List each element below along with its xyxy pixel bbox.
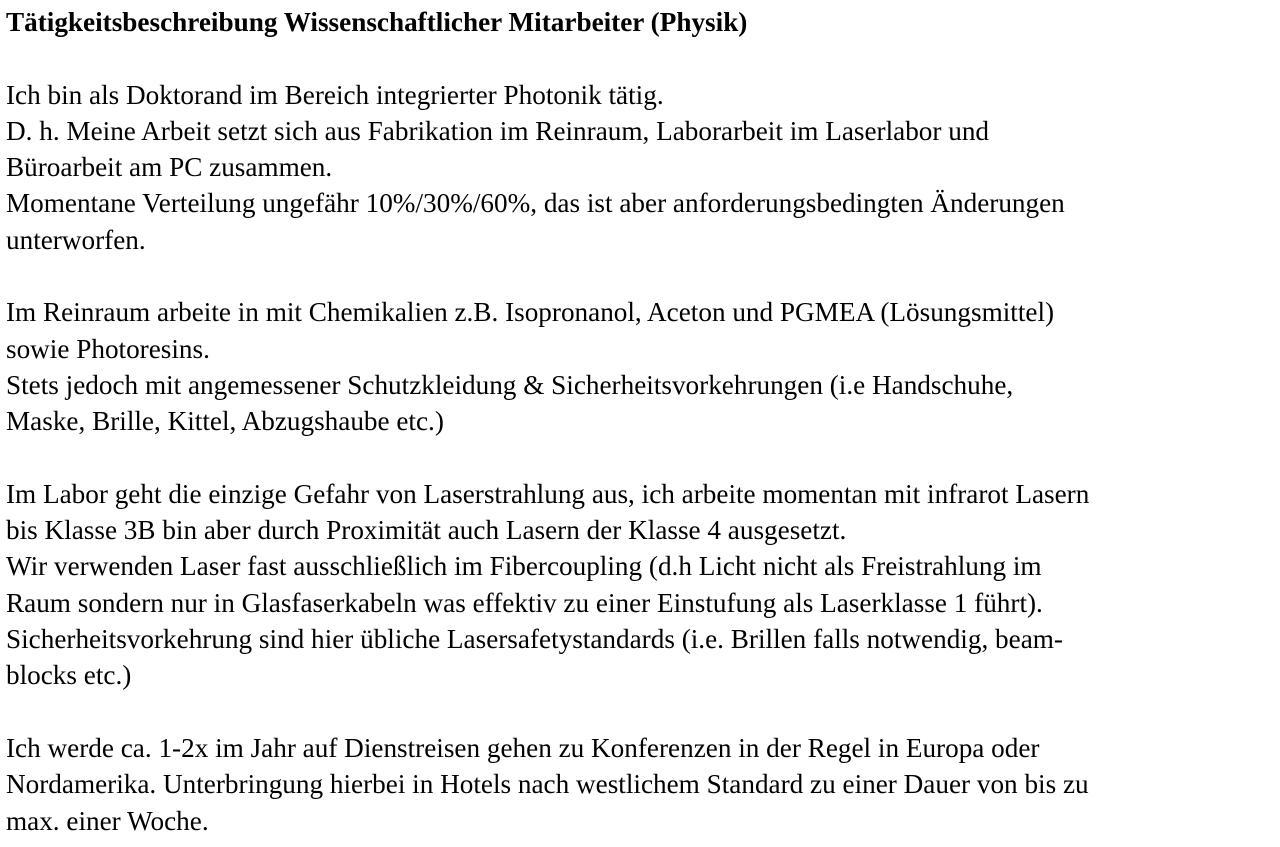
text-line: max. einer Woche. bbox=[6, 805, 209, 836]
text-line: Ich werde ca. 1-2x im Jahr auf Dienstreisen gehen zu Konferenzen in der Regel in Europa oder bbox=[6, 732, 1040, 763]
text-line: Ich bin als Doktorand im Bereich integrierter Photonik tätig. bbox=[6, 79, 664, 110]
text-line: blocks etc.) bbox=[6, 660, 132, 691]
text-line: Im Reinraum arbeite in mit Chemikalien z.B. Isopronanol, Aceton und PGMEA (Lösungsmittel) bbox=[6, 297, 1055, 328]
text-line: Büroarbeit am PC zusammen. bbox=[6, 152, 333, 183]
paragraph-cleanroom bbox=[6, 294, 1278, 439]
text-line: Raum sondern nur in Glasfaserkabeln was effektiv zu einer Einstufung als Laserklasse 1 führt). bbox=[6, 587, 1043, 618]
text-line: Nordamerika. Unterbringung hierbei in Hotels nach westlichem Standard zu einer Dauer von bis zu bbox=[6, 769, 1089, 800]
text-line: Maske, Brille, Kittel, Abzugshaube etc.) bbox=[6, 406, 444, 437]
text-line: Wir verwenden Laser fast ausschließlich im Fibercoupling (d.h Licht nicht als Freistrahlung im bbox=[6, 551, 1042, 582]
document-title: Tätigkeitsbeschreibung Wissenschaftlicher Mitarbeiter (Physik) bbox=[6, 7, 748, 37]
document bbox=[6, 4, 1278, 839]
paragraph-spacer bbox=[6, 694, 1278, 730]
text-line: sowie Photoresins. bbox=[6, 333, 210, 364]
paragraph-business-travel bbox=[6, 730, 1278, 839]
text-line: Momentane Verteilung ungefähr 10%/30%/60%, das ist aber anforderungsbedingten Änderungen bbox=[6, 188, 1065, 219]
text-line: unterworfen. bbox=[6, 224, 146, 255]
text-line: Im Labor geht die einzige Gefahr von Laserstrahlung aus, ich arbeite momentan mit infrarot Lasern bbox=[6, 478, 1090, 509]
paragraph-work-overview bbox=[6, 77, 1278, 258]
paragraph-spacer bbox=[6, 258, 1278, 294]
text-line: Stets jedoch mit angemessener Schutzkleidung & Sicherheitsvorkehrungen (i.e Handschuhe, bbox=[6, 369, 1014, 400]
paragraph-spacer bbox=[6, 40, 1278, 76]
text-line: D. h. Meine Arbeit setzt sich aus Fabrikation im Reinraum, Laborarbeit im Laserlabor und bbox=[6, 115, 990, 146]
paragraph-spacer bbox=[6, 440, 1278, 476]
text-line: Sicherheitsvorkehrung sind hier übliche Lasersafetystandards (i.e. Brillen falls notwendig, beam- bbox=[6, 624, 1063, 655]
paragraph-laser-lab bbox=[6, 476, 1278, 694]
text-line: bis Klasse 3B bin aber durch Proximität auch Lasern der Klasse 4 ausgesetzt. bbox=[6, 515, 847, 546]
